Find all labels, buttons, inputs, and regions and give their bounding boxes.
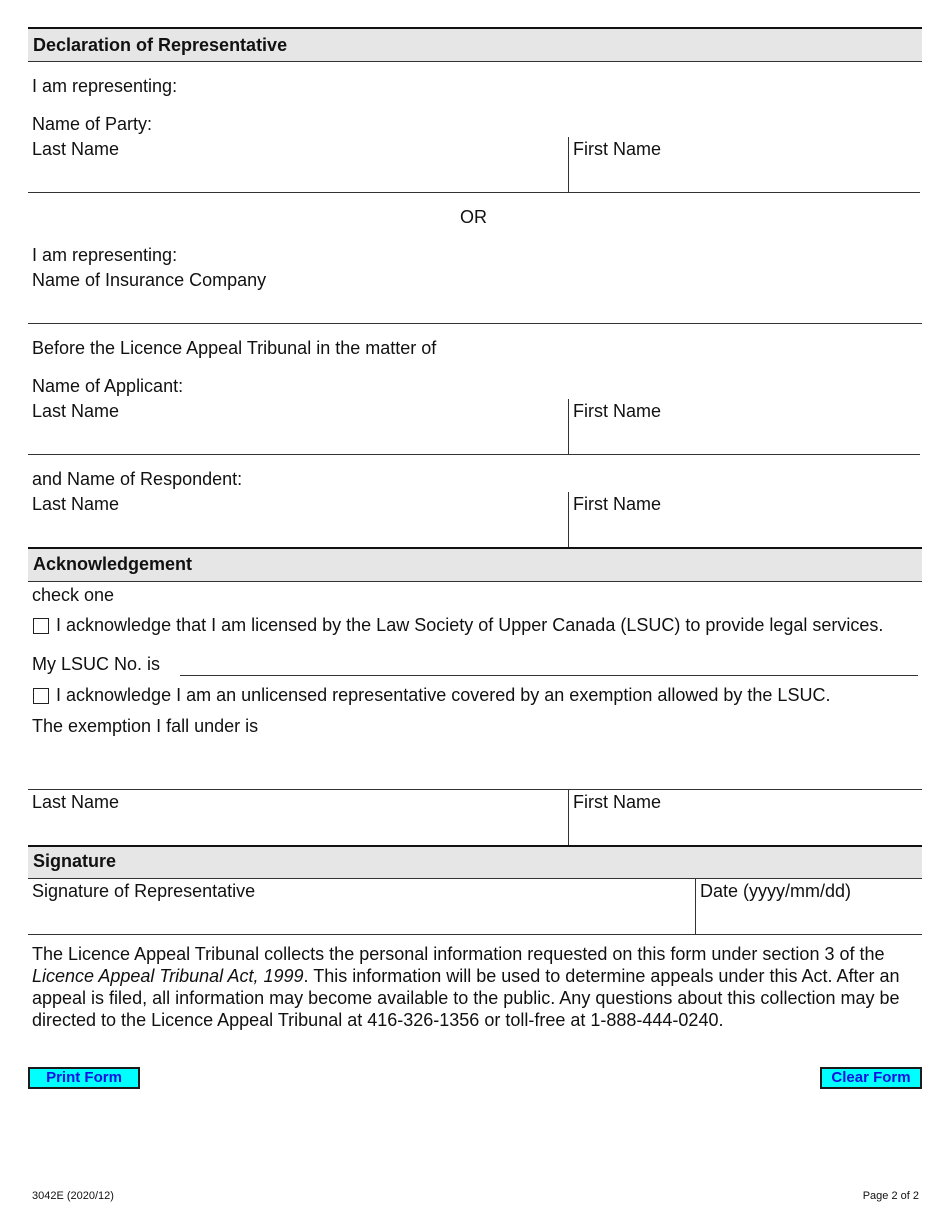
divider [568, 492, 569, 548]
privacy-notice [32, 943, 922, 1031]
ack-first-name-input[interactable] [573, 815, 917, 843]
lsuc-no-label: My LSUC No. is [32, 654, 161, 674]
before-tribunal-label: Before the Licence Appeal Tribunal in the matter of [32, 338, 437, 358]
party-first-name-input[interactable] [573, 162, 917, 190]
ack-last-name-label: Last Name [32, 792, 120, 812]
name-of-applicant-label: Name of Applicant: [32, 376, 184, 396]
divider [28, 454, 920, 455]
unlicensed-text: I acknowledge I am an unlicensed representative covered by an exemption allowed by the LSUC. [56, 685, 831, 705]
party-last-name-label: Last Name [32, 139, 120, 159]
section-header-acknowledgement [28, 549, 922, 581]
party-first-name-label: First Name [573, 139, 662, 159]
exemption-input[interactable] [32, 740, 916, 786]
respondent-last-name-input[interactable] [32, 517, 566, 545]
applicant-first-name-input[interactable] [573, 424, 917, 452]
respondent-first-name-label: First Name [573, 494, 662, 514]
lsuc-no-input[interactable] [180, 651, 920, 677]
date-label: Date (yyyy/mm/dd) [700, 881, 852, 901]
divider [180, 675, 918, 676]
insurance-company-label: Name of Insurance Company [32, 270, 267, 290]
section-header-signature [28, 847, 922, 878]
divider [28, 581, 922, 582]
check-one-label: check one [32, 585, 115, 605]
respondent-last-name-label: Last Name [32, 494, 120, 514]
divider [695, 879, 696, 934]
form-code: 3042E (2020/12) [32, 1190, 114, 1202]
date-input[interactable] [700, 904, 918, 932]
section-title: Signature [33, 851, 117, 871]
licensed-text: I acknowledge that I am licensed by the Law Society of Upper Canada (LSUC) to provide legal services. [56, 615, 884, 635]
ack-first-name-label: First Name [573, 792, 662, 812]
applicant-first-name-label: First Name [573, 401, 662, 421]
insurance-company-input[interactable] [32, 293, 916, 321]
section-title: Acknowledgement [33, 554, 193, 574]
applicant-last-name-input[interactable] [32, 424, 566, 452]
divider [28, 323, 922, 324]
section-title: Declaration of Representative [33, 35, 288, 55]
print-form-button[interactable]: Print Form [28, 1067, 140, 1089]
divider [28, 789, 922, 790]
exemption-label: The exemption I fall under is [32, 716, 259, 736]
licensed-checkbox[interactable] [33, 618, 49, 634]
divider [568, 790, 569, 845]
ack-last-name-input[interactable] [32, 815, 566, 843]
divider [28, 192, 920, 193]
divider [568, 399, 569, 454]
signature-input[interactable] [32, 904, 692, 932]
divider [28, 878, 922, 879]
divider [28, 61, 922, 62]
name-of-party-label: Name of Party: [32, 114, 153, 134]
party-last-name-input[interactable] [32, 162, 566, 190]
respondent-first-name-input[interactable] [573, 517, 917, 545]
applicant-last-name-label: Last Name [32, 401, 120, 421]
clear-form-button[interactable]: Clear Form [820, 1067, 922, 1089]
representing-label: I am representing: [32, 76, 178, 96]
notice-part-1: The Licence Appeal Tribunal collects the personal information requested on this form under section 3 of the [32, 944, 885, 964]
unlicensed-checkbox[interactable] [33, 688, 49, 704]
representing-label-2: I am representing: [32, 245, 178, 265]
name-of-respondent-label: and Name of Respondent: [32, 469, 243, 489]
divider [568, 137, 569, 192]
page-number: Page 2 of 2 [862, 1190, 919, 1202]
signature-label: Signature of Representative [32, 881, 256, 901]
or-label: OR [460, 207, 487, 227]
act-title: Licence Appeal Tribunal Act, 1999 [32, 966, 304, 986]
divider [28, 934, 922, 935]
section-header-declaration [28, 29, 922, 61]
notice-part-2: . This information will be used to determine appeals under this Act. After an appeal is filed, all information may become available to the public. Any questions about this collection may be directed to the Licence Appeal Tribunal at 416-326-1356 or toll-free at 1-888-444-0240. [32, 966, 900, 1030]
